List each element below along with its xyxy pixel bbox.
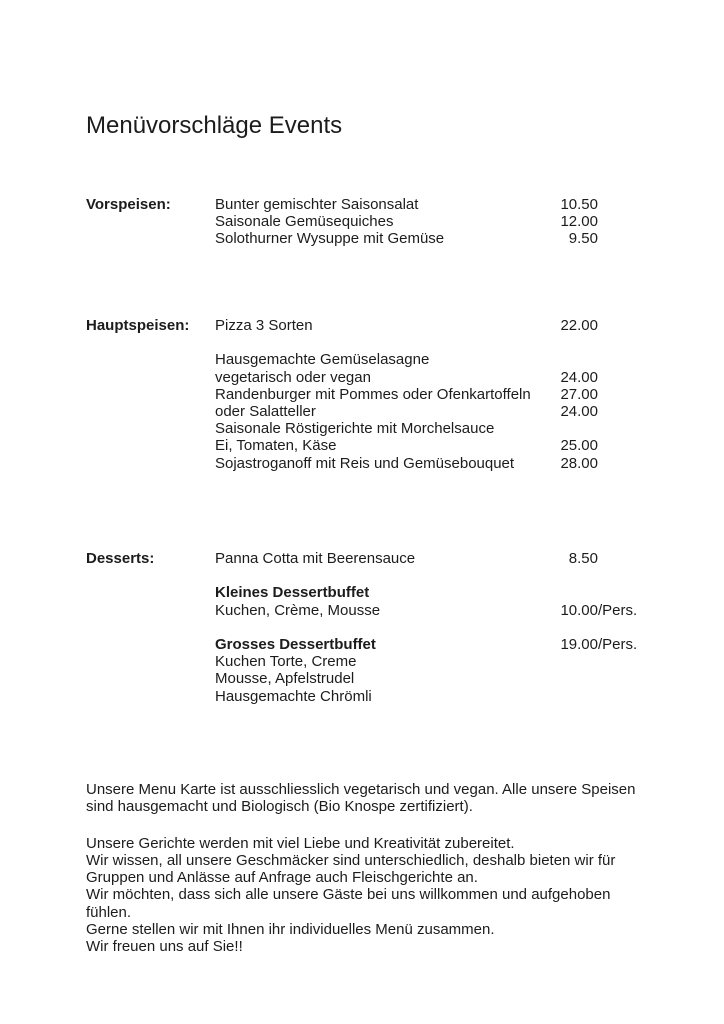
section-label: Desserts: <box>86 550 155 567</box>
price-value <box>556 584 598 601</box>
dish-name: Randenburger mit Pommes oder Ofenkartoffeln <box>215 385 531 403</box>
dish-name: Saisonale Röstigerichte mit Morchelsauce <box>215 420 495 438</box>
dish-name: Solothurner Wysuppe mit Gemüse <box>215 230 445 248</box>
price-value: 25.00 <box>560 437 598 455</box>
dish-name: Hausgemachte Chrömli <box>215 687 372 705</box>
price-value: 12.00 <box>560 213 598 231</box>
dish-name: Kuchen, Crème, Mousse <box>215 601 381 619</box>
price-value <box>556 351 598 368</box>
price <box>556 351 598 368</box>
price <box>556 369 598 386</box>
dish-name: Kleines Dessertbuffet <box>215 584 370 602</box>
dish-name: oder Salatteller <box>215 403 316 420</box>
price <box>556 403 598 420</box>
dish-name: Ei, Tomaten, Käse <box>215 437 337 455</box>
section-hauptspeisen <box>86 317 652 472</box>
price-value: 8.50 <box>568 550 598 567</box>
price <box>556 437 598 454</box>
dish-name: Pizza 3 Sorten <box>215 317 313 334</box>
dish-name: Mousse, Apfelstrudel <box>215 670 355 688</box>
price-value: 24.00 <box>560 403 598 420</box>
page-title: Menüvorschläge Events <box>86 112 343 139</box>
footer-line: Unsere Menu Karte ist ausschliesslich vegetarisch und vegan. Alle unsere Speisen <box>86 781 636 798</box>
section-label: Hauptspeisen: <box>86 317 190 334</box>
price-value: 9.50 <box>568 230 598 248</box>
footer-line: sind hausgemacht und Biologisch (Bio Knospe zertifiziert). <box>86 798 473 816</box>
price <box>556 455 598 472</box>
menu-row <box>215 403 652 420</box>
price <box>556 196 598 213</box>
footer-line: Wir wissen, all unsere Geschmäcker sind unterschiedlich, deshalb bieten wir für <box>86 851 616 869</box>
price <box>556 602 637 619</box>
section-rows <box>215 550 652 705</box>
dish-name: Bunter gemischter Saisonsalat <box>215 196 419 213</box>
section-rows <box>215 317 652 472</box>
dish-name: Panna Cotta mit Beerensauce <box>215 550 416 567</box>
menu-row <box>215 369 652 386</box>
menu-row <box>215 420 652 437</box>
price <box>556 386 598 403</box>
price <box>556 230 598 247</box>
price-value <box>556 670 598 687</box>
footer-paragraph <box>86 781 646 816</box>
price-value: 19.00 <box>560 635 598 653</box>
price <box>556 653 598 670</box>
footer-text <box>86 781 646 975</box>
footer-line: Wir möchten, dass sich alle unsere Gäste bei uns willkommen und aufgehoben <box>86 886 611 904</box>
dish-name: Grosses Dessertbuffet <box>215 635 376 653</box>
price-value: 10.50 <box>560 196 598 213</box>
footer-line: Wir freuen uns auf Sie!! <box>86 938 243 956</box>
menu-row <box>215 213 652 230</box>
price-value: 24.00 <box>560 368 598 386</box>
menu-row <box>215 636 652 653</box>
menu-row <box>215 653 652 670</box>
price <box>556 670 598 687</box>
dish-name: vegetarisch oder vegan <box>215 368 371 386</box>
price <box>556 584 598 601</box>
price-value: 10.00 <box>560 601 598 619</box>
footer-paragraph <box>86 835 646 956</box>
price-value: 27.00 <box>560 385 598 403</box>
footer-line: fühlen. <box>86 903 132 921</box>
menu-row <box>215 602 652 619</box>
price-value <box>556 688 598 705</box>
menu-row <box>215 351 652 368</box>
footer-line: Gerne stellen wir mit Ihnen ihr individuelles Menü zusammen. <box>86 921 495 939</box>
price <box>556 636 637 653</box>
footer-line: Unsere Gerichte werden mit viel Liebe und Kreativität zubereitet. <box>86 834 515 852</box>
menu-row <box>215 688 652 705</box>
price-suffix: /Pers. <box>598 601 638 619</box>
menu-row <box>215 386 652 403</box>
price <box>556 213 598 230</box>
price-value: 28.00 <box>560 454 598 472</box>
price-suffix: /Pers. <box>598 635 638 653</box>
dish-name: Hausgemachte Gemüselasagne <box>215 351 430 369</box>
section-vorspeisen <box>86 196 652 248</box>
dish-name: Saisonale Gemüsequiches <box>215 213 394 231</box>
menu-row <box>215 317 652 334</box>
price <box>556 550 598 567</box>
menu-row <box>215 455 652 472</box>
price-value <box>556 420 598 437</box>
section-desserts <box>86 550 652 705</box>
dish-name: Kuchen Torte, Creme <box>215 653 357 671</box>
price <box>556 317 598 334</box>
footer-line: Gruppen und Anlässe auf Anfrage auch Fleischgerichte an. <box>86 869 478 887</box>
price <box>556 688 598 705</box>
price-value: 22.00 <box>560 317 598 334</box>
section-label: Vorspeisen: <box>86 196 171 213</box>
menu-row <box>215 584 652 601</box>
menu-row <box>215 437 652 454</box>
dish-name: Sojastroganoff mit Reis und Gemüsebouquet <box>215 454 515 472</box>
menu-row <box>215 550 652 567</box>
price-value <box>556 653 598 670</box>
price <box>556 420 598 437</box>
menu-row <box>215 196 652 213</box>
section-rows <box>215 196 652 248</box>
menu-row <box>215 670 652 687</box>
menu-row <box>215 230 652 247</box>
